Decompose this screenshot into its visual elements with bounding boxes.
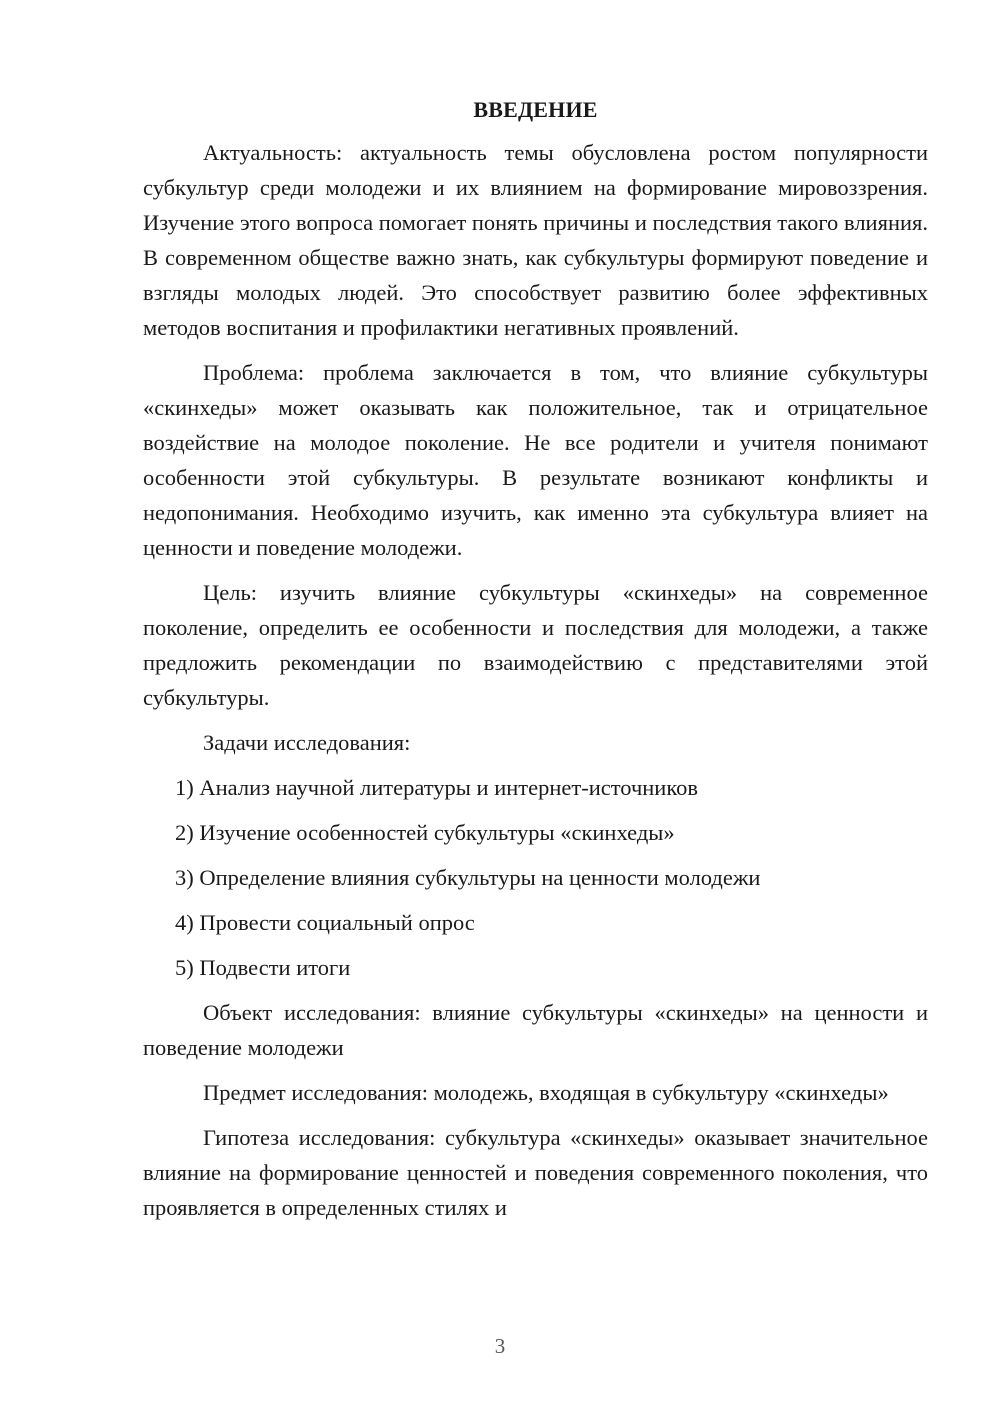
task-item: 3) Определение влияния субкультуры на ценности молодежи [175,865,761,890]
page-content [143,93,928,1225]
task-item: 2) Изучение особенностей субкультуры «скинхеды» [175,820,675,845]
paragraph-goal: Цель: изучить влияние субкультуры «скинхеды» на современное поколение, определить ее особенности и последствия для молодежи, а также предложить рекомендации по взаимодействию с представителями этой субкультуры. [143,580,928,710]
section-heading: ВВЕДЕНИЕ [473,97,598,122]
paragraph-hypothesis: Гипотеза исследования: субкультура «скинхеды» оказывает значительное влияние на формирование ценностей и поведения современного поколения, что проявляется в определенных стилях и [143,1125,928,1220]
paragraph-relevance: Актуальность: актуальность темы обусловлена ростом популярности субкультур среди молодежи и их влиянием на формирование мировоззрения. Изучение этого вопроса помогает понять причины и последствия такого влияния. В современном обществе важно знать, как субкультуры формируют поведение и взгляды молодых людей. Это способствует развитию более эффективных методов воспитания и профилактики негативных проявлений. [143,140,928,340]
paragraph-object: Объект исследования: влияние субкультуры «скинхеды» на ценности и поведение молодежи [143,1000,928,1060]
task-item: 4) Провести социальный опрос [175,910,475,935]
task-item: 5) Подвести итоги [175,955,351,980]
page-number: 3 [494,1334,506,1358]
tasks-list [143,770,928,985]
paragraph-tasks-intro: Задачи исследования: [203,730,411,755]
paragraph-problem: Проблема: проблема заключается в том, что влияние субкультуры «скинхеды» может оказывать как положительное, так и отрицательное воздействие на молодое поколение. Не все родители и учителя понимают особенности этой субкультуры. В результате возникают конфликты и недопонимания. Необходимо изучить, как именно эта субкультура влияет на ценности и поведение молодежи. [143,360,928,560]
task-item: 1) Анализ научной литературы и интернет-источников [175,775,699,800]
paragraph-subject: Предмет исследования: молодежь, входящая в субкультуру «скинхеды» [203,1080,889,1105]
